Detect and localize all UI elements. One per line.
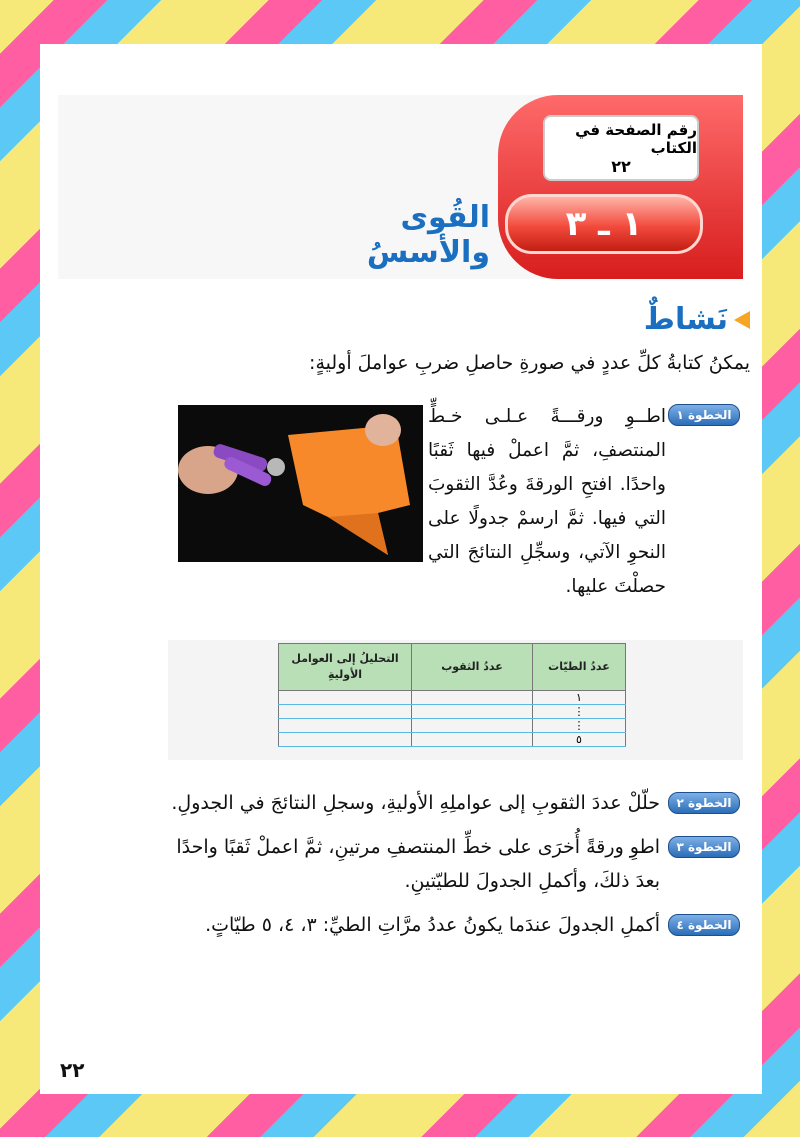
header-holes: عددُ الثقوب	[412, 644, 533, 691]
lesson-title: القُوى والأسسُ	[366, 200, 490, 270]
step-badge-1: الخطوة ١	[668, 404, 740, 426]
lesson-number: ١ ـ ٣	[565, 204, 643, 244]
lesson-number-pill	[505, 194, 703, 254]
step-badge-4: الخطوة ٤	[668, 914, 740, 936]
header-folds: عددُ الطيّات	[533, 644, 626, 691]
paper-punch-illustration	[178, 405, 423, 562]
step-badge-2: الخطوة ٢	[668, 792, 740, 814]
book-page-box	[543, 115, 699, 181]
step-text-2: حلّلْ عددَ الثقوبِ إلى عواملِهِ الأوليةِ، وسجلِ النتائجَ في الجدولِ.	[171, 792, 660, 814]
book-page-label: رقم الصفحة في الكتاب	[575, 120, 697, 157]
book-page-number: ٢٢	[611, 156, 631, 176]
activity-intro: يمكنُ كتابةُ كلِّ عددٍ في صورةِ حاصلِ ضربِ عواملَ أوليةٍ:	[309, 352, 750, 374]
step-text-4: أكملِ الجدولَ عندَما يكونُ عددُ مرَّاتِ الطيِّ: ٣، ٤، ٥ طيّاتٍ.	[205, 914, 660, 936]
triangle-pointer-icon	[734, 311, 750, 329]
results-table	[278, 643, 626, 747]
paper-punch-photo	[178, 405, 423, 562]
table-row: ⋮	[279, 719, 626, 733]
activity-title: نَشاطٌ	[643, 302, 728, 337]
header-factorization: التحليلُ إلى العوامل الأوليةِ	[279, 644, 412, 691]
step-text-3: اطوِ ورقةً أُخرَى على خطِّ المنتصفِ مرتينِ، ثمَّ اعملْ ثَقبًا واحدًا بعدَ ذلكَ، وأكملِ الجدولَ للطيّتينِ.	[176, 836, 660, 892]
page-number: ٢٢	[60, 1058, 85, 1082]
step-text-1: اطــوِ ورقـــةً عـلـى خـطٍّ المنتصفِ، ثمَّ اعملْ فيها ثَقبًا واحدًا. افتحِ الورقةَ وعُدَّ الثقوبَ التي فيها. ثمَّ ارسمْ جدولًا على النحوِ الآتي، وسجِّلِ النتائجَ التي حصلْتَ عليها.	[428, 406, 666, 597]
table-row: ٥	[279, 733, 626, 747]
step-badge-3: الخطوة ٣	[668, 836, 740, 858]
table-row: ١	[279, 691, 626, 705]
activity-heading	[600, 302, 750, 337]
table-row: ⋮	[279, 705, 626, 719]
